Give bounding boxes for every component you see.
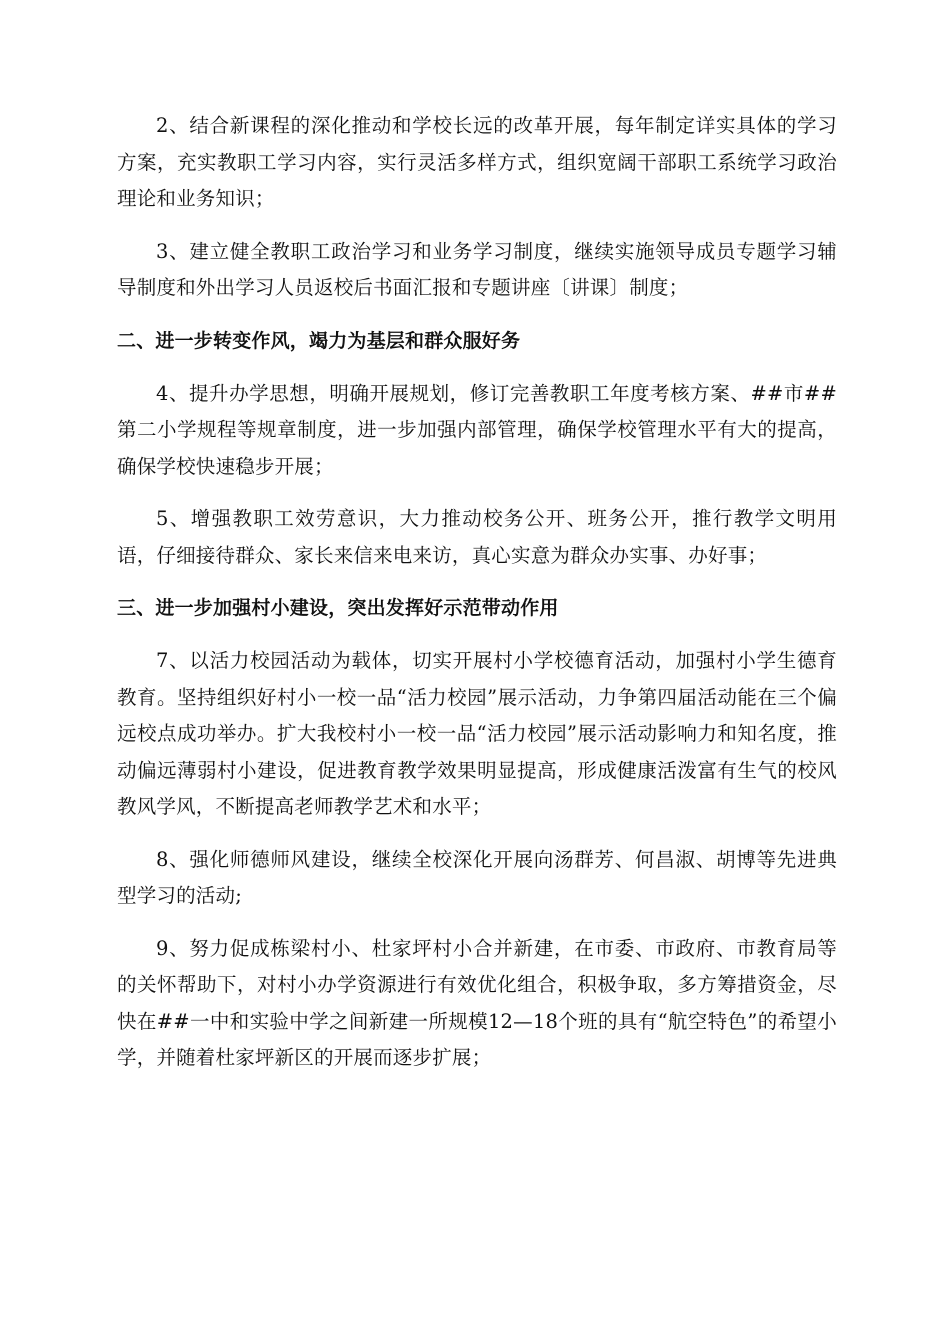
paragraph-item-5: 5、增强教职工效劳意识，大力推动校务公开、班务公开，推行教学文明用语，仔细接待群众、家长来信来电来访，真心实意为群众办实事、办好事；	[117, 507, 837, 567]
section-heading-2: 二、进一步转变作风，竭力为基层和群众服好务	[117, 329, 521, 352]
paragraph-item-8: 8、强化师德师风建设，继续全校深化开展向汤群芳、何昌淑、胡博等先进典型学习的活动;	[117, 847, 837, 907]
document-page	[117, 108, 837, 1093]
paragraph-item-3: 3、建立健全教职工政治学习和业务学习制度，继续实施领导成员专题学习辅导制度和外出学习人员返校后书面汇报和专题讲座〔讲课〕制度；	[117, 239, 837, 299]
paragraph-item-9: 9、努力促成栋梁村小、杜家坪村小合并新建，在市委、市政府、市教育局等的关怀帮助下，对村小办学资源进行有效优化组合，积极争取，多方筹措资金，尽快在##一中和实验中学之间新建一所规模12—18个班的具有“航空特色”的希望小学，并随着杜家坪新区的开展而逐步扩展；	[117, 936, 837, 1069]
paragraph-item-4: 4、提升办学思想，明确开展规划，修订完善教职工年度考核方案、##市##第二小学规程等规章制度，进一步加强内部管理，确保学校管理水平有大的提高，确保学校快速稳步开展；	[117, 381, 837, 478]
paragraph-item-2: 2、结合新课程的深化推动和学校长远的改革开展，每年制定详实具体的学习方案，充实教职工学习内容，实行灵活多样方式，组织宽阔干部职工系统学习政治理论和业务知识；	[117, 114, 837, 210]
paragraph-item-7: 7、以活力校园活动为载体，切实开展村小学校德育活动，加强村小学生德育教育。坚持组织好村小一校一品“活力校园”展示活动，力争第四届活动能在三个偏远校点成功举办。扩大我校村小一校一品“活力校园”展示活动影响力和知名度，推动偏远薄弱村小建设，促进教育教学效果明显提高，形成健康活泼富有生气的校风教风学风，不断提高老师教学艺术和水平；	[117, 649, 837, 818]
section-heading-3: 三、进一步加强村小建设，突出发挥好示范带动作用	[117, 597, 559, 619]
